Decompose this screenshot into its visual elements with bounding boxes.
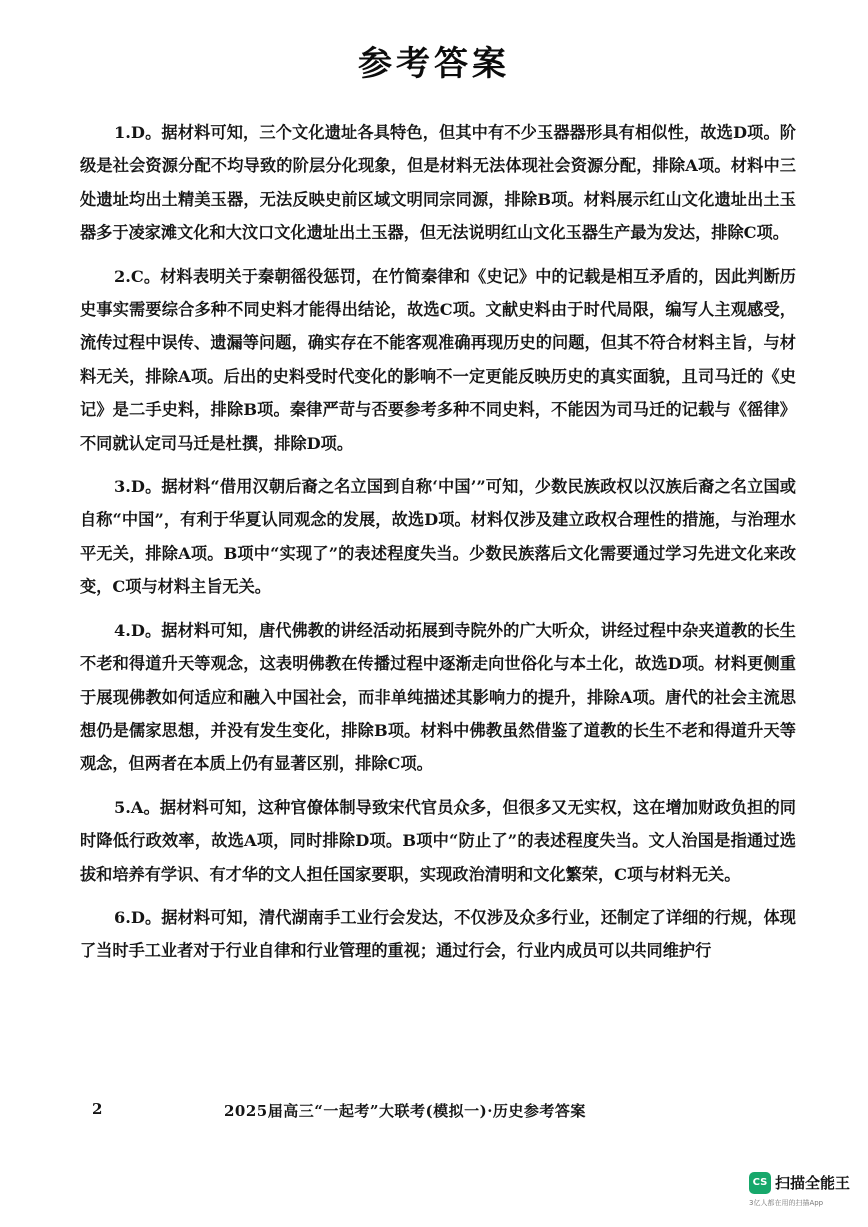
answer-item-2: 2.C。材料表明关于秦朝徭役惩罚，在竹简秦律和《史记》中的记载是相互矛盾的，因此判断历史事实需要综合多种不同史料才能得出结论，故选C项。文献史料由于时代局限，编写人主观感受，流传过程中误传、遗漏等问题，确实存在不能客观准确再现历史的问题，但其不符合材料主旨，与材料无关，排除A项。后出的史料受时代变化的影响不一定更能反映历史的真实面貌，且司马迁的《史记》是二手史料，排除B项。秦律严苛与否要参考多种不同史料，不能因为司马迁的记载与《徭律》不同就认定司马迁是杜撰，排除D项。 bbox=[80, 266, 796, 453]
answer-item-6: 6.D。据材料可知，清代湖南手工业行会发达，不仅涉及众多行业，还制定了详细的行规，体现了当时手工业者对于行业自律和行业管理的重视；通过行会，行业内成员可以共同维护行 bbox=[80, 907, 796, 961]
page-title: 参考答案 bbox=[358, 44, 510, 84]
watermark-app-name: 扫描全能王 bbox=[775, 1174, 851, 1192]
answer-item-3: 3.D。据材料“借用汉朝后裔之名立国到自称‘中国’”可知，少数民族政权以汉族后裔之名立国或自称“中国”，有利于华夏认同观念的发展，故选D项。材料仅涉及建立政权合理性的措施，与治理水平无关，排除A项。B项中“实现了”的表述程度失当。少数民族落后文化需要通过学习先进文化来改变，C项与材料主旨无关。 bbox=[80, 477, 796, 597]
answer-item-4: 4.D。据材料可知，唐代佛教的讲经活动拓展到寺院外的广大听众，讲经过程中杂夹道教的长生不老和得道升天等观念，这表明佛教在传播过程中逐渐走向世俗化与本土化，故选D项。材料更侧重于展现佛教如何适应和融入中国社会，而非单纯描述其影响力的提升，排除A项。唐代的社会主流思想仍是儒家思想，并没有发生变化，排除B项。材料中佛教虽然借鉴了道教的长生不老和得道升天等观念，但两者在本质上仍有显著区别，排除C项。 bbox=[80, 620, 796, 774]
scanner-watermark bbox=[745, 1170, 863, 1218]
watermark-tagline: 3亿人都在用的扫描App bbox=[749, 1199, 824, 1207]
camscanner-logo-icon: CS bbox=[749, 1172, 771, 1194]
page-number: 2 bbox=[92, 1100, 103, 1118]
answer-list bbox=[80, 116, 796, 978]
answer-item-1: 1.D。据材料可知，三个文化遗址各具特色，但其中有不少玉器器形具有相似性，故选D项。阶级是社会资源分配不均导致的阶层分化现象，但是材料无法体现社会资源分配，排除A项。材料中三处遗址均出土精美玉器，无法反映史前区域文明同宗同源，排除B项。材料展示红山文化遗址出土玉器多于凌家滩文化和大汶口文化遗址出土玉器，但无法说明红山文化玉器生产最为发达，排除C项。 bbox=[80, 123, 796, 243]
answer-item-5: 5.A。据材料可知，这种官僚体制导致宋代官员众多，但很多又无实权，这在增加财政负担的同时降低行政效率，故选A项，同时排除D项。B项中“防止了”的表述程度失当。文人治国是指通过选拔和培养有学识、有才华的文人担任国家要职，实现政治清明和文化繁荣，C项与材料无关。 bbox=[80, 797, 796, 884]
page-footer bbox=[0, 1094, 868, 1124]
footer-exam-title: 2025届高三“一起考”大联考(模拟一)·历史参考答案 bbox=[224, 1102, 586, 1120]
